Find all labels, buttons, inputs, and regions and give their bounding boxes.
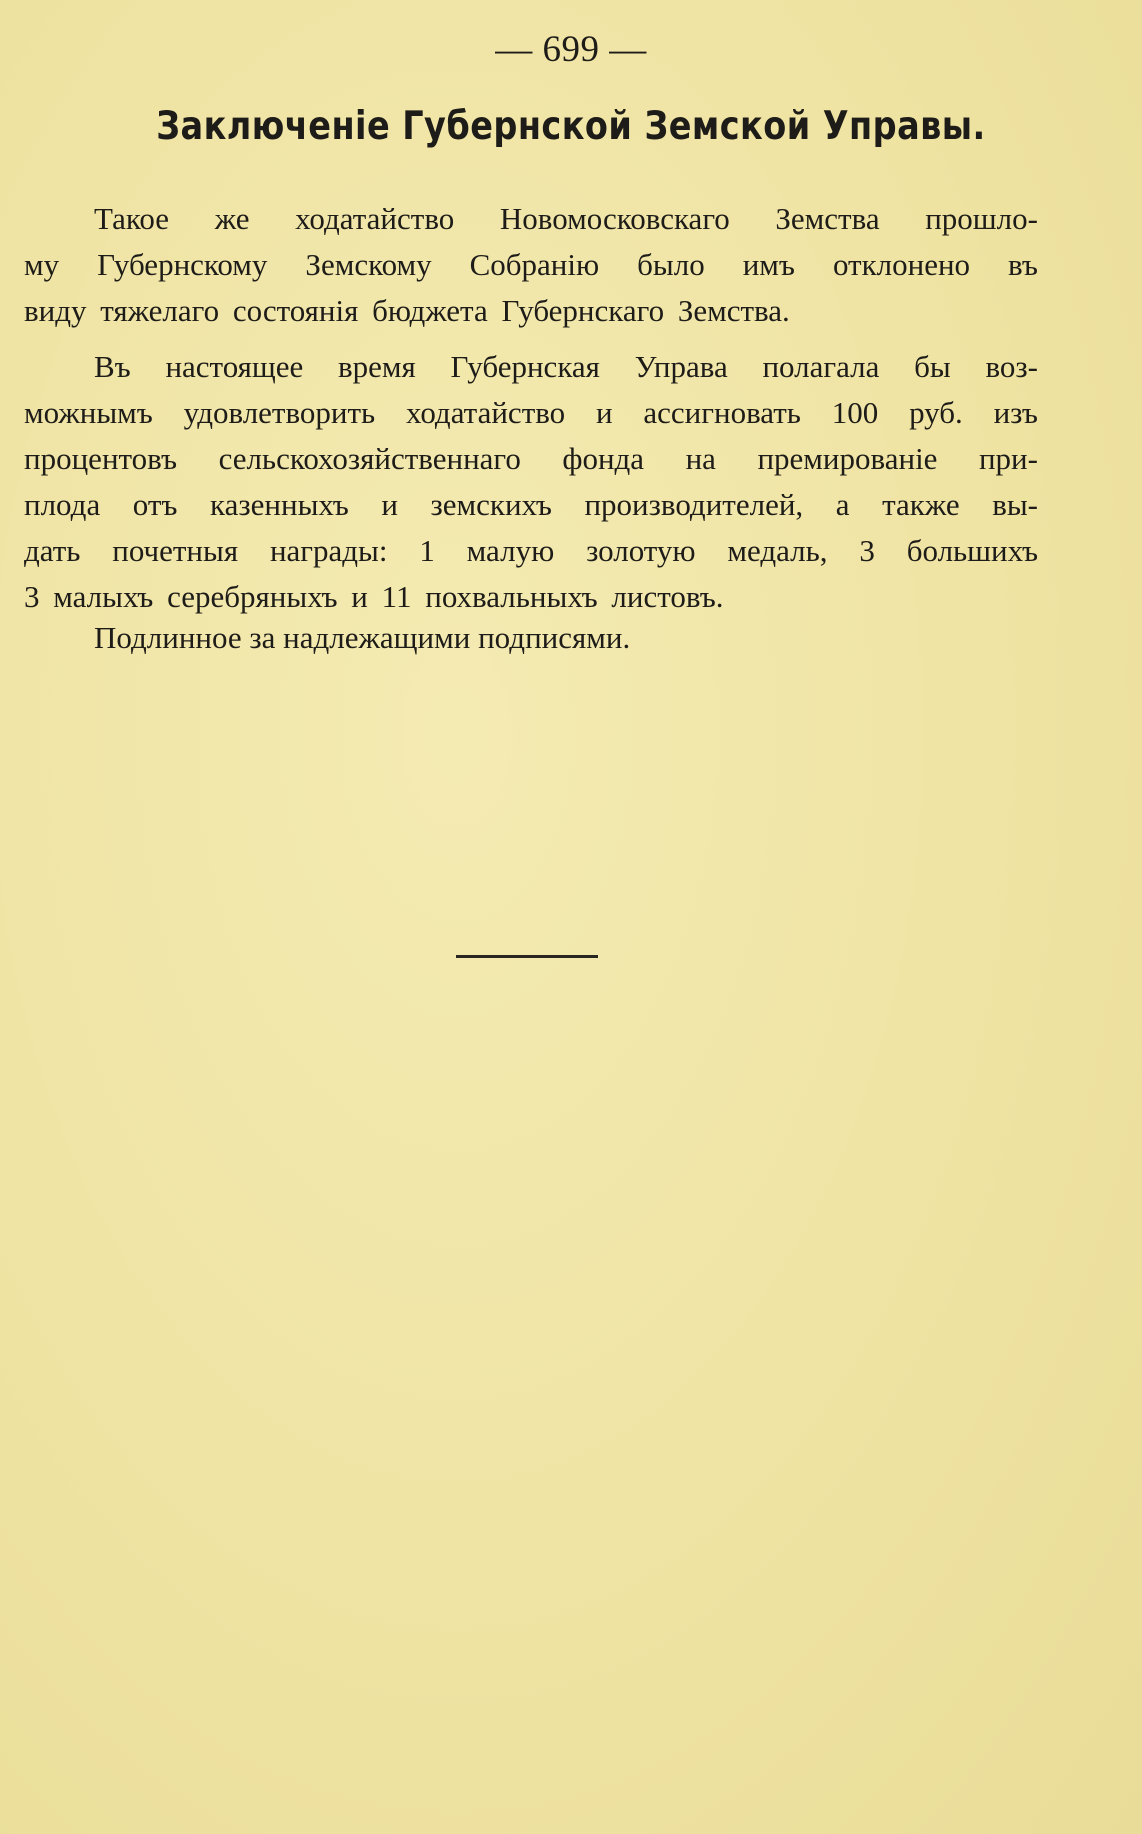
text-line: плода отъ казенныхъ и земскихъ производителей, а также вы-: [24, 487, 1038, 522]
text-line: процентовъ сельскохозяйственнаго фонда на премированіе при-: [24, 441, 1038, 476]
text-line: можнымъ удовлетворить ходатайство и ассигновать 100 руб. изъ: [24, 395, 1038, 430]
paragraph-gap: [24, 334, 1038, 344]
text-line: 3 малыхъ серебряныхъ и 11 похвальныхъ листовъ.: [24, 579, 724, 614]
text-line: Въ настоящее время Губернская Управа полагала бы воз-: [94, 349, 1038, 384]
page-number: — 699 —: [495, 29, 647, 70]
text-line: виду тяжелаго состоянія бюджета Губернскаго Земства.: [24, 293, 790, 328]
section-heading: Заключеніе Губернской Земской Управы.: [156, 104, 986, 149]
text-line: му Губернскому Земскому Собранію было имъ отклонено въ: [24, 247, 1038, 282]
text-line: Такое же ходатайство Новомосковскаго Земства прошло-: [94, 201, 1038, 236]
closing-rule: [456, 955, 598, 958]
signature-note: Подлинное за надлежащими подписями.: [94, 620, 631, 655]
text-line: дать почетныя награды: 1 малую золотую медаль, 3 большихъ: [24, 533, 1038, 568]
body-text: [24, 196, 1038, 620]
